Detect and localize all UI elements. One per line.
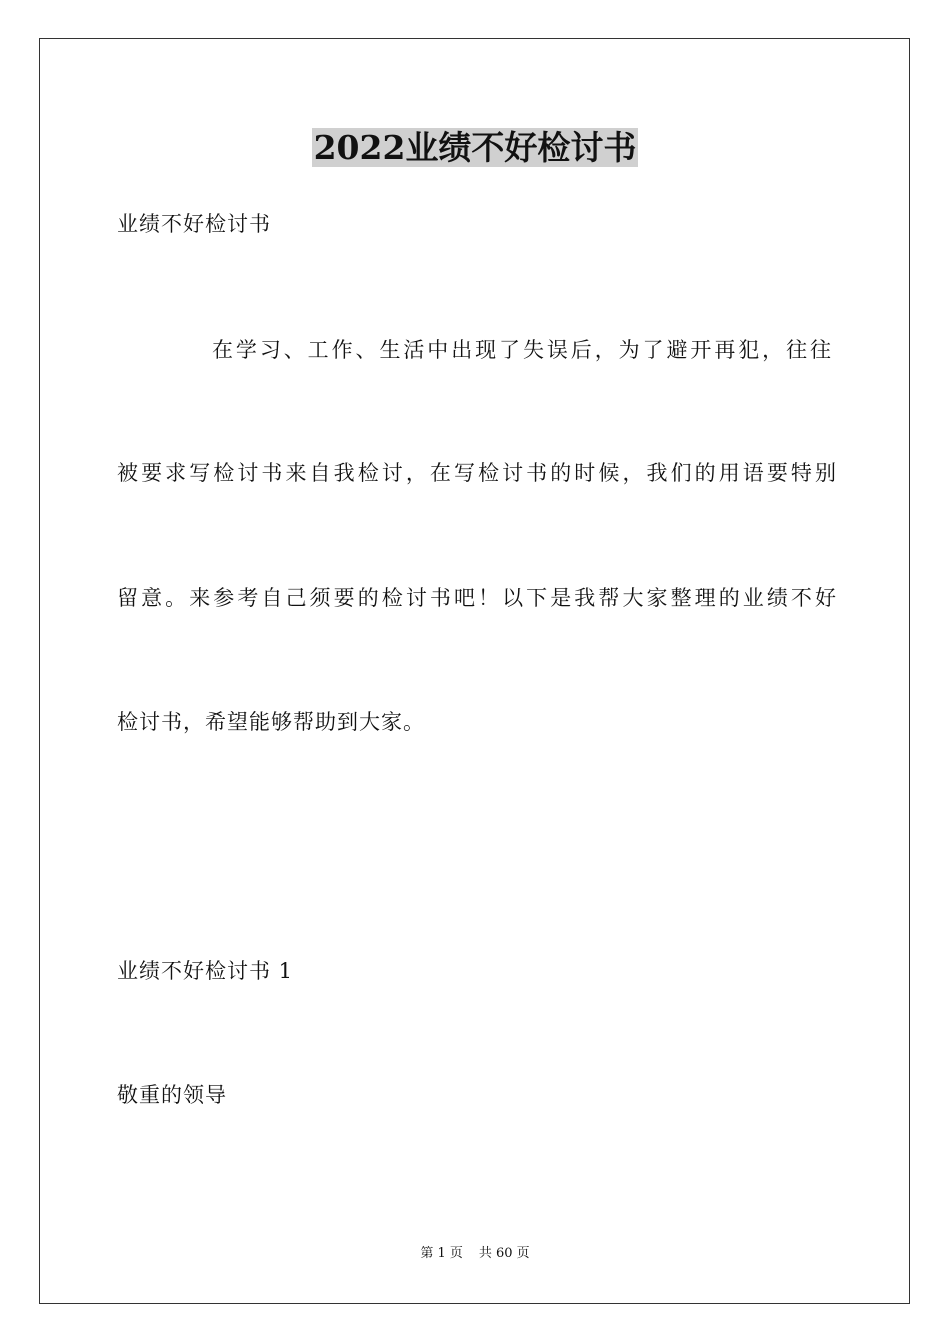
document-subtitle: 业绩不好检讨书 <box>117 212 271 236</box>
intro-line-1: 在学习、工作、生活中出现了失误后，为了避开再犯，往往 <box>212 338 832 362</box>
page-number: 第 1 页 <box>420 1246 463 1261</box>
salutation: 敬重的领导 <box>117 1083 227 1107</box>
intro-line-2: 被要求写检讨书来自我检讨，在写检讨书的时候，我们的用语要特别 <box>117 461 837 485</box>
intro-line-3: 留意。来参考自己须要的检讨书吧！以下是我帮大家整理的业绩不好 <box>117 586 837 610</box>
page-footer <box>0 1245 950 1263</box>
page-total: 共 60 页 <box>478 1246 530 1261</box>
intro-line-4: 检讨书，希望能够帮助到大家。 <box>117 710 425 734</box>
section-heading: 业绩不好检讨书 1 <box>117 959 294 983</box>
document-title <box>0 126 950 170</box>
document-title-text: 2022业绩不好检讨书 <box>313 128 637 167</box>
